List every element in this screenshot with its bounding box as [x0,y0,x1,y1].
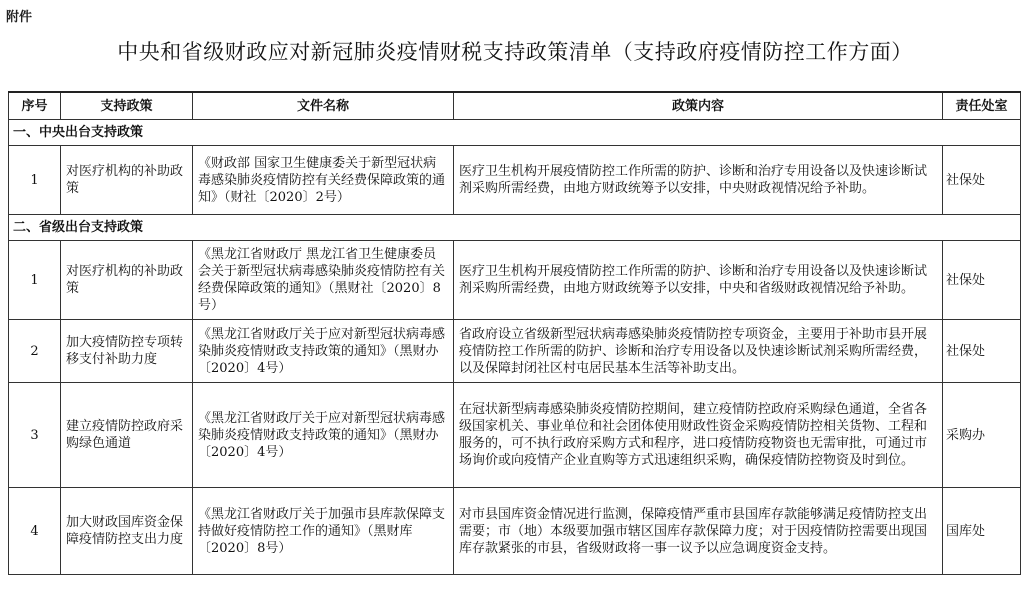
header-policy: 支持政策 [61,92,193,120]
row-seq: 1 [9,146,61,215]
row-content: 在冠状新型病毒感染肺炎疫情防控期间，建立疫情防控政府采购绿色通道，全省各级国家机关、事业单位和社会团体使用财政性资金采购疫情防控相关货物、工程和服务的，可不执行政府采购方式和程序，进口疫情防疫物资也无需审批，可通过市场询价或向疫情产企业直购等方式迅速组织采购，确保疫情防控物资及时到位。 [454,383,943,488]
header-seq: 序号 [9,92,61,120]
page-title: 中央和省级财政应对新冠肺炎疫情财税支持政策清单（支持政府疫情防控工作方面） [117,40,913,64]
section-heading-row [9,215,1021,241]
row-content: 省政府设立省级新型冠状病毒感染肺炎疫情防控专项资金，主要用于补助市县开展疫情防控工作所需的防护、诊断和治疗专用设备以及快速诊断试剂采购所需经费，以及保障封闭社区村屯居民基本生活等补助支出。 [454,320,943,383]
row-document: 《黑龙江省财政厅关于加强市县库款保障支持做好疫情防控工作的通知》（黑财库〔2020〕8号） [193,488,454,575]
row-dept: 社保处 [943,241,1021,320]
header-content: 政策内容 [454,92,943,120]
attachment-label: 附件 [6,10,33,25]
row-content: 医疗卫生机构开展疫情防控工作所需的防护、诊断和治疗专用设备以及快速诊断试剂采购所需经费，由地方财政统筹予以安排，中央财政视情况给予补助。 [454,146,943,215]
section-heading: 二、省级出台支持政策 [9,215,1021,241]
row-policy: 建立疫情防控政府采购绿色通道 [61,383,193,488]
row-seq: 2 [9,320,61,383]
section-heading-row [9,120,1021,146]
table-row [9,488,1021,575]
row-content: 医疗卫生机构开展疫情防控工作所需的防护、诊断和治疗专用设备以及快速诊断试剂采购所需经费，由地方财政统筹予以安排，中央和省级财政视情况给予补助。 [454,241,943,320]
table-row [9,241,1021,320]
header-document: 文件名称 [193,92,454,120]
row-content: 对市县国库资金情况进行监测，保障疫情严重市县国库存款能够满足疫情防控支出需要；市（地）本级要加强市辖区国库存款保障力度；对于因疫情防控需要出现国库存款紧张的市县，省级财政将一事一议予以应急调度资金支持。 [454,488,943,575]
row-dept: 社保处 [943,146,1021,215]
row-document: 《黑龙江省财政厅 黑龙江省卫生健康委员会关于新型冠状病毒感染肺炎疫情防控有关经费保障政策的通知》（黑财社〔2020〕8号） [193,241,454,320]
section-heading: 一、中央出台支持政策 [9,120,1021,146]
row-document: 《黑龙江省财政厅关于应对新型冠状病毒感染肺炎疫情财政支持政策的通知》（黑财办〔2020〕4号） [193,383,454,488]
table-row [9,320,1021,383]
row-policy: 对医疗机构的补助政策 [61,146,193,215]
table-row [9,146,1021,215]
row-dept: 采购办 [943,383,1021,488]
row-policy: 对医疗机构的补助政策 [61,241,193,320]
row-seq: 3 [9,383,61,488]
row-policy: 加大疫情防控专项转移支付补助力度 [61,320,193,383]
row-document: 《财政部 国家卫生健康委关于新型冠状病毒感染肺炎疫情防控有关经费保障政策的通知》（财社〔2020〕2号） [193,146,454,215]
policy-table [8,91,1021,575]
row-seq: 1 [9,241,61,320]
row-dept: 社保处 [943,320,1021,383]
row-dept: 国库处 [943,488,1021,575]
row-policy: 加大财政国库资金保障疫情防控支出力度 [61,488,193,575]
header-dept: 责任处室 [943,92,1021,120]
table-header-row [9,92,1021,120]
table-row [9,383,1021,488]
row-seq: 4 [9,488,61,575]
row-document: 《黑龙江省财政厅关于应对新型冠状病毒感染肺炎疫情财政支持政策的通知》（黑财办〔2020〕4号） [193,320,454,383]
